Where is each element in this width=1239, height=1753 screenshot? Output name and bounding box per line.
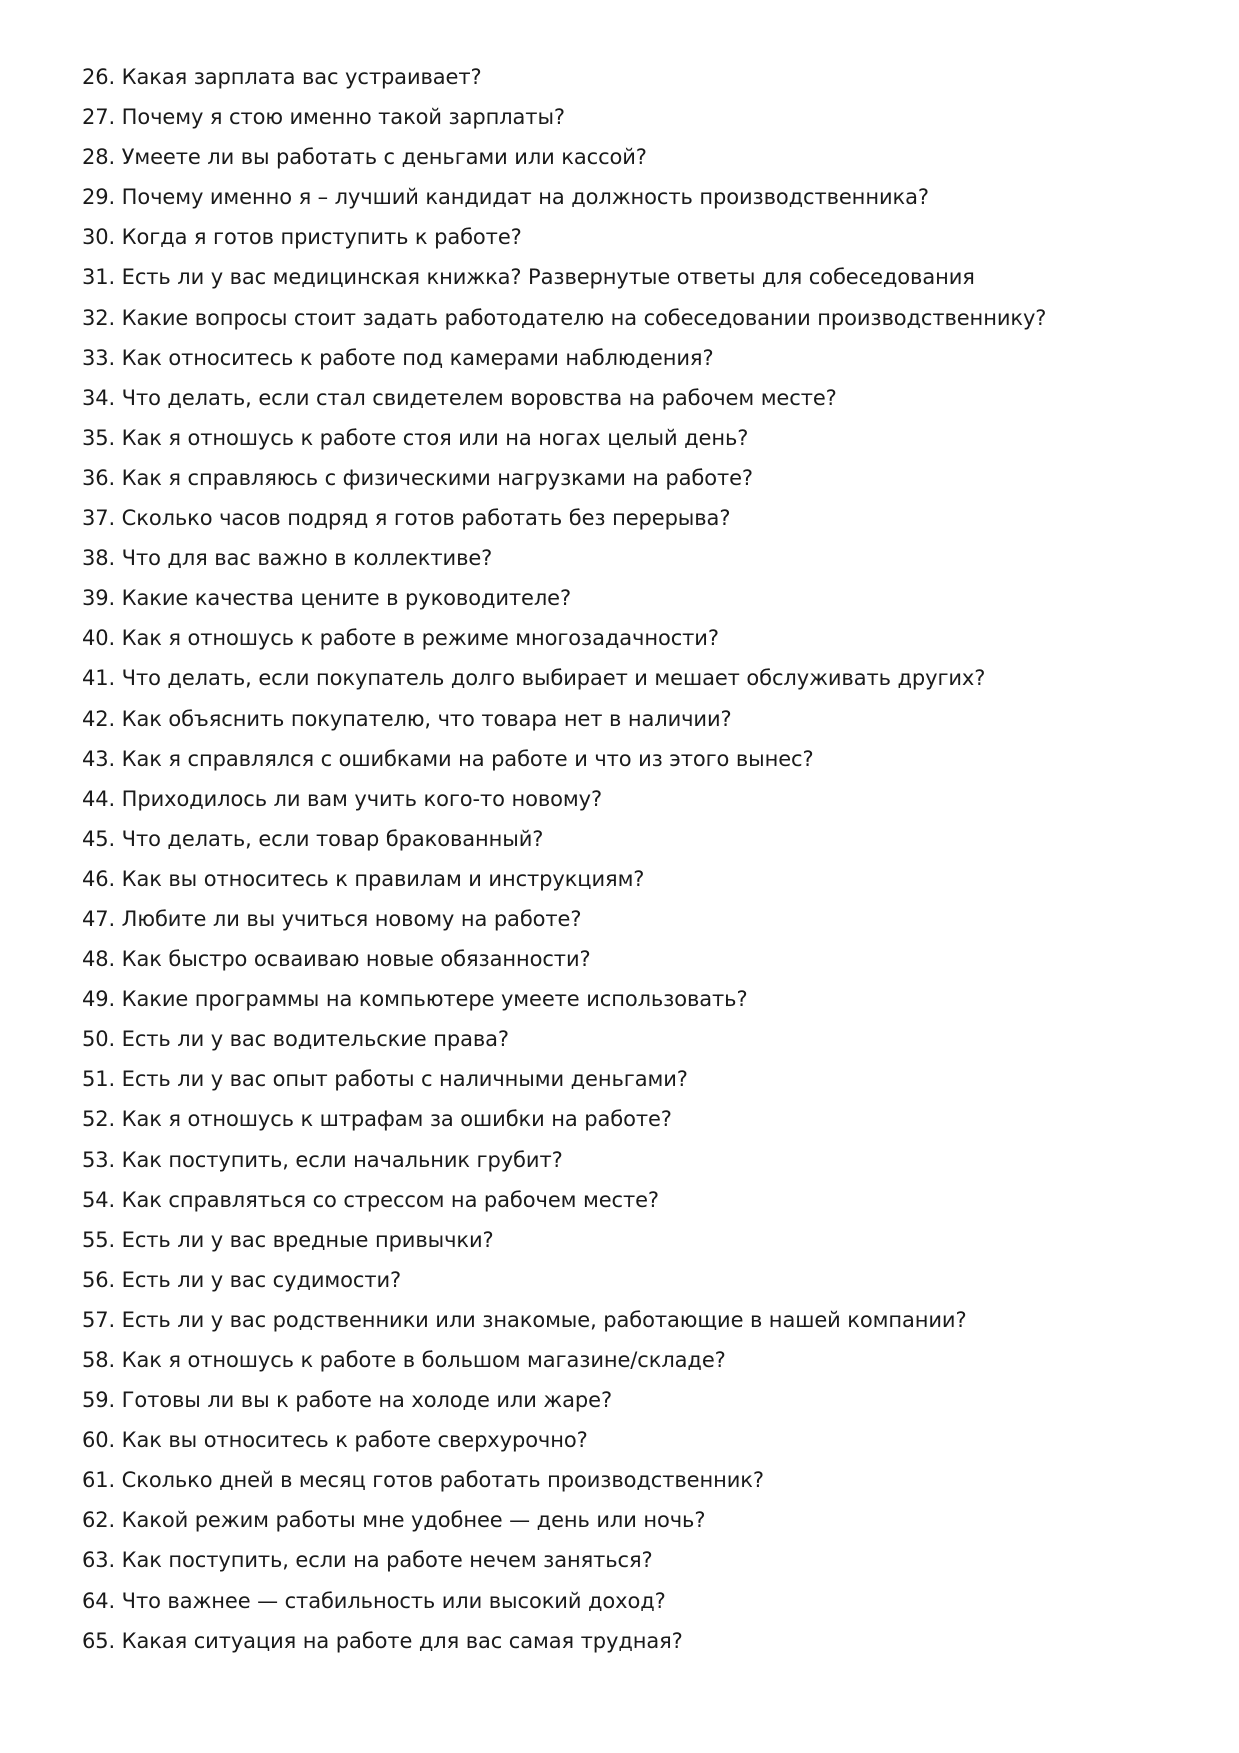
question-item: 63. Как поступить, если на работе нечем заняться? [82, 1548, 653, 1573]
question-list [82, 62, 1182, 1666]
question-item: 53. Как поступить, если начальник грубит? [82, 1147, 563, 1172]
question-item: 30. Когда я готов приступить к работе? [82, 225, 522, 250]
question-item: 29. Почему именно я – лучший кандидат на должность производственника? [82, 185, 929, 210]
question-item: 65. Какая ситуация на работе для вас самая трудная? [82, 1628, 683, 1653]
question-item: 62. Какой режим работы мне удобнее — день или ночь? [82, 1508, 706, 1533]
question-item: 32. Какие вопросы стоит задать работодателю на собеседовании производственнику? [82, 305, 1047, 330]
question-item: 58. Как я отношусь к работе в большом магазине/складе? [82, 1348, 726, 1372]
question-item: 28. Умеете ли вы работать с деньгами или кассой? [82, 145, 647, 170]
question-item: 38. Что для вас важно в коллективе? [82, 546, 493, 571]
question-item: 61. Сколько дней в месяц готов работать производственник? [82, 1468, 764, 1493]
question-item: 35. Как я отношусь к работе стоя или на ногах целый день? [82, 425, 749, 450]
question-item: 49. Какие программы на компьютере умеете использовать? [82, 987, 748, 1012]
question-item: 59. Готовы ли вы к работе на холоде или жаре? [82, 1388, 613, 1413]
question-item: 56. Есть ли у вас судимости? [82, 1267, 402, 1292]
question-item: 54. Как справляться со стрессом на рабочем месте? [82, 1187, 659, 1212]
question-item: 42. Как объяснить покупателю, что товара нет в наличии? [82, 706, 732, 731]
question-item: 50. Есть ли у вас водительские права? [82, 1027, 509, 1052]
question-item: 36. Как я справляюсь с физическими нагрузками на работе? [82, 465, 753, 490]
question-item: 60. Как вы относитесь к работе сверхурочно? [82, 1428, 588, 1453]
question-item: 34. Что делать, если стал свидетелем воровства на рабочем месте? [82, 385, 837, 410]
question-item: 26. Какая зарплата вас устраивает? [82, 65, 482, 89]
question-item: 52. Как я отношусь к штрафам за ошибки на работе? [82, 1107, 672, 1132]
question-item: 48. Как быстро осваиваю новые обязанности? [82, 947, 591, 972]
question-item: 64. Что важнее — стабильность или высокий доход? [82, 1588, 666, 1613]
question-item: 46. Как вы относитесь к правилам и инструкциям? [82, 866, 645, 891]
question-item: 57. Есть ли у вас родственники или знакомые, работающие в нашей компании? [82, 1307, 967, 1332]
question-item: 45. Что делать, если товар бракованный? [82, 826, 544, 851]
question-item: 41. Что делать, если покупатель долго выбирает и мешает обслуживать других? [82, 666, 986, 691]
question-item: 40. Как я отношусь к работе в режиме многозадачности? [82, 626, 719, 651]
question-item: 31. Есть ли у вас медицинская книжка? Развернутые ответы для собеседования [82, 265, 975, 290]
question-item: 43. Как я справлялся с ошибками на работе и что из этого вынес? [82, 746, 814, 771]
question-item: 51. Есть ли у вас опыт работы с наличными деньгами? [82, 1067, 688, 1092]
question-item: 44. Приходилось ли вам учить кого-то новому? [82, 786, 602, 811]
question-item: 55. Есть ли у вас вредные привычки? [82, 1227, 494, 1252]
question-item: 47. Любите ли вы учиться новому на работе? [82, 906, 582, 931]
question-item: 39. Какие качества цените в руководителе? [82, 586, 572, 611]
question-item: 37. Сколько часов подряд я готов работать без перерыва? [82, 506, 731, 531]
question-item: 33. Как относитесь к работе под камерами наблюдения? [82, 345, 714, 370]
question-item: 27. Почему я стою именно такой зарплаты? [82, 105, 565, 130]
